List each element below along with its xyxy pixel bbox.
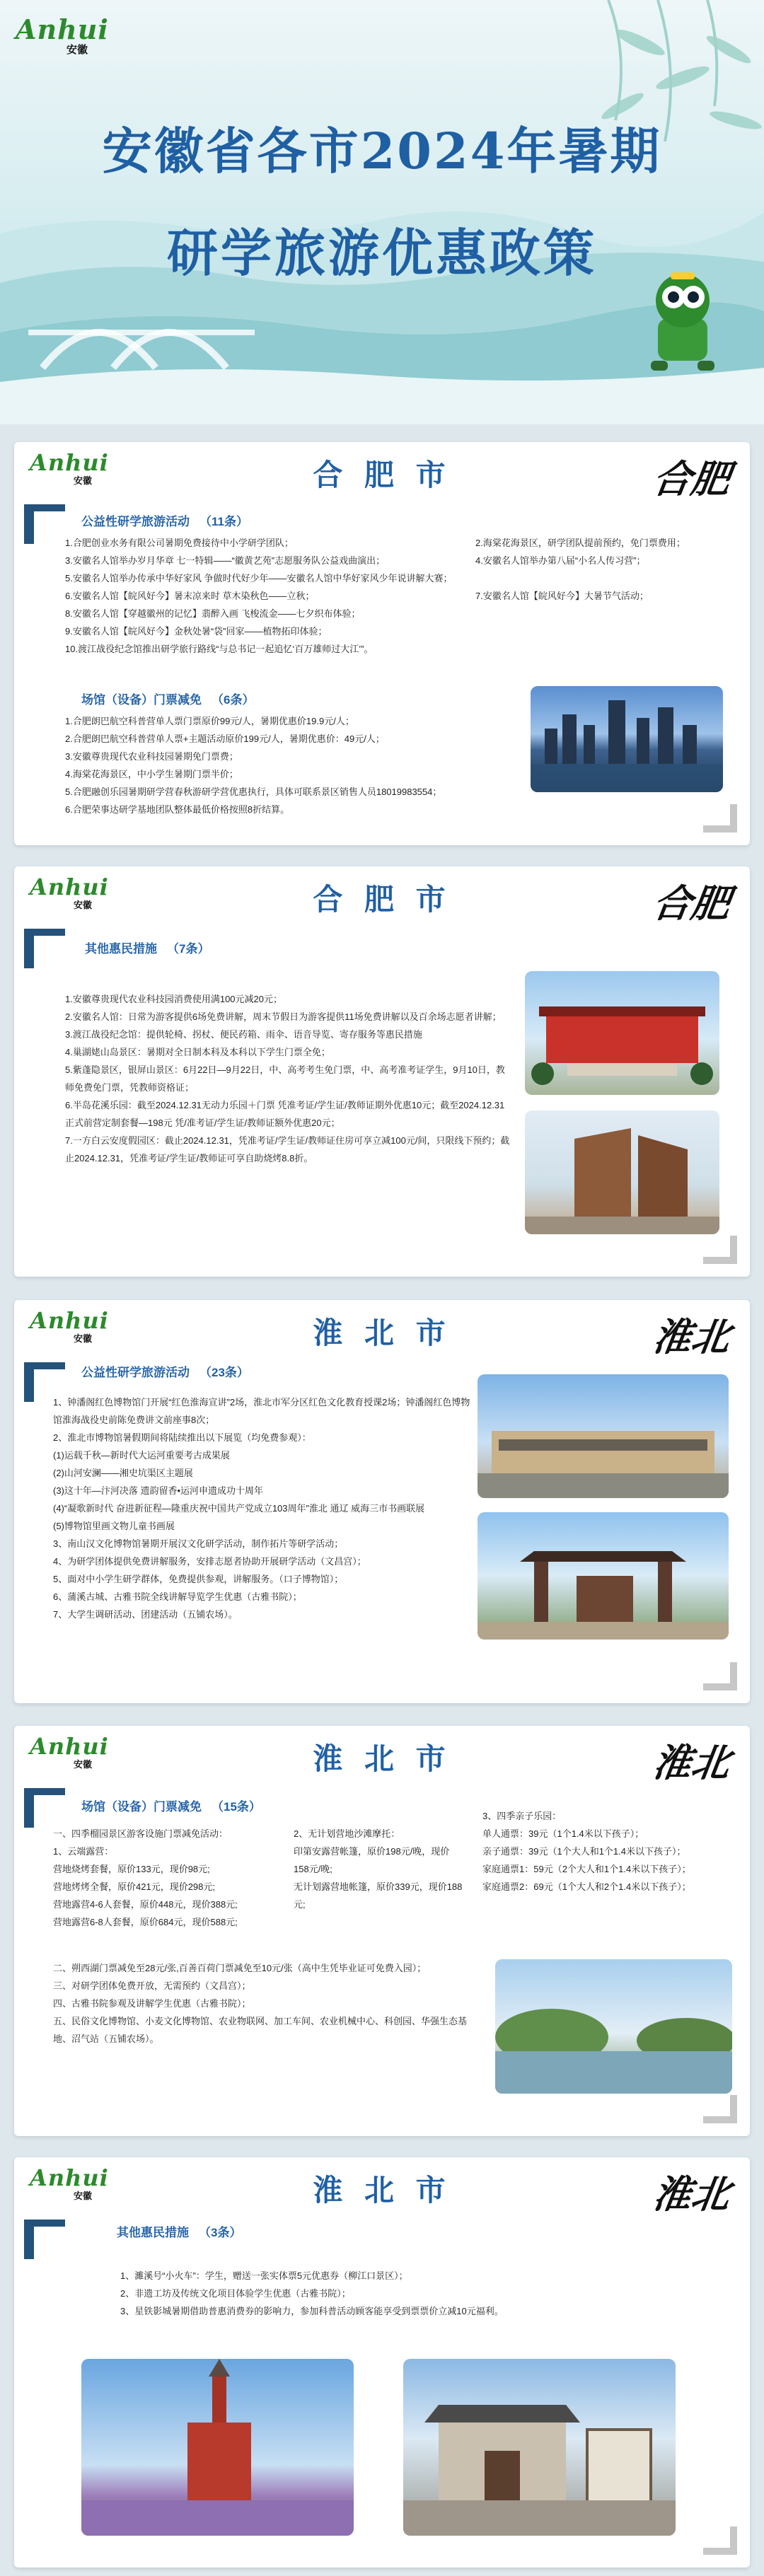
list-item: 5.紫蓬隐景区，银屏山景区：6月22日—9月22日，中、高考考生免门票，中、高考准考证学生，9月10日，教师免费免门票，凭教师资格证； bbox=[65, 1064, 505, 1093]
list-item: 2、非遗工坊及传统文化项目体验学生优惠（古雅书院）； bbox=[120, 2288, 351, 2299]
monument-photo bbox=[525, 1110, 719, 1234]
corner-bracket bbox=[703, 1662, 737, 1690]
ancient-courtyard-photo bbox=[403, 2359, 676, 2536]
list-item: 单人通票：39元（1个1.4米以下孩子）； bbox=[482, 1828, 644, 1839]
section-title: 其他惠民措施 bbox=[85, 942, 157, 956]
list-item: 4、为研学团体提供免费讲解服务，安排志愿者协助开展研学活动（文昌宫）； bbox=[53, 1556, 366, 1567]
list-item: 一、四季榴园景区游客设施门票减免活动： bbox=[53, 1828, 228, 1839]
list-item: 6.合肥荣事达研学基地团队整体最低价格按照8折结算。 bbox=[65, 804, 290, 815]
corner-bracket bbox=[24, 929, 34, 968]
section-title: 公益性研学旅游活动 bbox=[81, 1366, 190, 1379]
measure-list bbox=[120, 2267, 504, 2320]
list-item: 营地烤烤全餐，原价421元，现价298元; bbox=[53, 1881, 215, 1892]
corner-bracket bbox=[24, 1788, 34, 1828]
list-item: 营地烧烤套餐，原价133元，现价98元; bbox=[53, 1864, 210, 1874]
anhui-logo bbox=[16, 13, 139, 65]
city-calligraphy: 淮北 bbox=[650, 1740, 734, 1785]
city-title: 淮 北 市 bbox=[313, 1316, 451, 1350]
list-item: 5.安徽名人馆举办传承中华好家风 争做时代好少年——安徽名人馆中华好家风少年说讲解大赛； bbox=[65, 573, 453, 584]
section-title: 其他惠民措施 bbox=[117, 2226, 189, 2239]
card-huaibei-other bbox=[14, 2157, 750, 2568]
logo-subtitle: 安徽 bbox=[66, 44, 88, 56]
list-item: 印第安露营帐篷，原价198元/晚，现价158元/晚; bbox=[294, 1846, 450, 1874]
logo-subtitle: 安徽 bbox=[74, 2191, 93, 2201]
list-item: 三、对研学团体免费开放，无需预约（文昌宫）； bbox=[53, 1980, 251, 1991]
list-item: 五、民俗文化博物馆、小麦文化博物馆、农业物联网、加工车间、农业机械中心、科创园、华强生态基地、沼气站（五铺农场）。 bbox=[53, 2016, 468, 2044]
list-item: (2)山河安澜——湘史坑渠区主题展 bbox=[53, 1468, 193, 1478]
list-item: 3.安徽名人馆举办岁月华章 七一特辑——“徽黄艺苑”志愿服务队公益戏曲演出； bbox=[65, 555, 386, 566]
section-title: 公益性研学旅游活动 bbox=[81, 515, 190, 528]
measure-list bbox=[65, 990, 511, 1167]
list-item: 5.合肥融创乐园暑期研学营春秋游研学营优惠执行，具体可联系景区销售人员18019983554； bbox=[65, 787, 442, 797]
church-lavender-photo bbox=[81, 2359, 354, 2536]
archway-photo bbox=[478, 1512, 729, 1640]
corner-bracket bbox=[703, 1236, 737, 1264]
corner-bracket bbox=[24, 504, 34, 544]
card-huaibei-activities bbox=[14, 1300, 750, 1703]
list-item: 3.渡江战役纪念馆：提供轮椅、拐杖、便民药箱、雨伞、语音导览、寄存服务等惠民措施 bbox=[65, 1029, 422, 1040]
list-item: 6.安徽名人馆【皖风好今】暑末凉来时 草木染秋色——立秋； bbox=[65, 591, 315, 601]
city-title: 合 肥 市 bbox=[313, 882, 451, 917]
section-heading bbox=[81, 1797, 261, 1814]
section-heading bbox=[117, 2222, 241, 2240]
list-item: 二、朔西湖门票减免至28元/张,百善百荷门票减免至10元/张（高中生凭毕业证可免费入园）； bbox=[53, 1963, 427, 1973]
list-item: 4.海棠花海景区，中小学生暑期门票半价； bbox=[65, 769, 238, 779]
lake-photo bbox=[495, 1959, 732, 2094]
activity-list bbox=[53, 1393, 478, 1623]
list-item: 7.安徽名人馆【皖风好今】大暑节气活动； bbox=[475, 591, 649, 601]
list-item: 2.海棠花海景区，研学团队提前预约，免门票费用； bbox=[475, 538, 685, 548]
list-item: 4.安徽名人馆举办第八届“小名人传习营”； bbox=[475, 555, 646, 566]
list-item: 7、大学生调研活动、团建活动（五铺农场）。 bbox=[53, 1609, 238, 1620]
list-item: 无计划露营地帐篷，原价339元，现价188元; bbox=[294, 1881, 463, 1910]
card-huaibei-tickets bbox=[14, 1726, 750, 2136]
activity-list bbox=[65, 534, 730, 658]
hero-title-line2: 研学旅游优惠政策 bbox=[166, 223, 597, 283]
list-item: 家庭通票1：59元（2个大人和1个1.4米以下孩子）； bbox=[482, 1864, 691, 1874]
list-item: 四、古雅书院参观及讲解学生优惠（古雅书院）； bbox=[53, 1998, 251, 2009]
section-title: 场馆（设备）门票减免 bbox=[81, 693, 202, 707]
section-count: （6条） bbox=[212, 693, 255, 707]
city-title: 淮 北 市 bbox=[313, 2173, 451, 2207]
memorial-hall-photo bbox=[525, 971, 719, 1095]
list-item: 2.合肥朗巴航空科普营单人票+主题活动原价199元/人，暑期优惠价：49元/人； bbox=[65, 733, 385, 744]
city-skyline-photo bbox=[531, 686, 723, 792]
section-count: （23条） bbox=[199, 1366, 249, 1379]
list-item: 3、四季亲子乐园： bbox=[482, 1811, 562, 1821]
hero-banner bbox=[0, 0, 764, 424]
ticket-list bbox=[53, 1959, 478, 2048]
list-item: (3)这十年—汴河决落 遗韵留香•运河申遗成功十周年 bbox=[53, 1485, 264, 1496]
list-item: 9.安徽名人馆【皖风好今】金秋处暑“袋”回家——植物拓印体验； bbox=[65, 626, 328, 637]
city-calligraphy: 合肥 bbox=[650, 881, 734, 926]
list-item: 3、星铁影城暑期借助普惠消费券的影响力，参加科普活动顾客能享受到票票价立减10元福利。 bbox=[120, 2306, 504, 2316]
city-title: 淮 北 市 bbox=[313, 1741, 451, 1776]
section-count: （3条） bbox=[199, 2226, 242, 2239]
logo-subtitle: 安徽 bbox=[74, 475, 93, 486]
logo-subtitle: 安徽 bbox=[74, 1759, 93, 1770]
list-item: 1.合肥朗巴航空科普营单人票门票原价99元/人，暑期优惠价19.9元/人； bbox=[65, 716, 354, 726]
logo-script: Anhui bbox=[16, 13, 109, 45]
logo-subtitle: 安徽 bbox=[74, 1333, 93, 1344]
section-heading bbox=[81, 690, 254, 707]
card-hefei-other bbox=[14, 866, 750, 1277]
city-title: 合 肥 市 bbox=[313, 458, 451, 492]
logo-script: Anhui bbox=[30, 1733, 109, 1760]
logo-script: Anhui bbox=[30, 449, 109, 476]
list-item: 营地露营4-6人套餐，原价448元，现价388元; bbox=[53, 1899, 238, 1910]
list-item: 家庭通票2：69元（1个大人和2个1.4米以下孩子）； bbox=[482, 1881, 691, 1892]
logo-script: Anhui bbox=[30, 1307, 109, 1334]
city-calligraphy: 淮北 bbox=[650, 1314, 734, 1359]
list-item: 2、淮北市博物馆暑假期间将陆续推出以下展览（均免费参观）： bbox=[53, 1432, 311, 1443]
corner-bracket bbox=[703, 804, 737, 832]
section-heading bbox=[81, 1362, 249, 1380]
list-item: 8.安徽名人馆【穿越徽州的记忆】翡醉入画 飞梭流金——七夕织布体验； bbox=[65, 608, 361, 619]
corner-bracket bbox=[703, 2526, 737, 2555]
section-heading bbox=[85, 939, 209, 956]
list-item: (4)“凝歌新时代 奋进新征程—隆重庆祝中国共产党成立103周年”淮北 通辽 威海三市书画联展 bbox=[53, 1503, 425, 1514]
logo-script: Anhui bbox=[30, 874, 109, 900]
section-count: （15条） bbox=[212, 1800, 261, 1814]
list-item: 1、云端露营： bbox=[53, 1846, 114, 1857]
list-item: 2.安徽名人馆：日常为游客提供6场免费讲解，周末节假日为游客提供11场免费讲解以及百余场志愿者讲解； bbox=[65, 1011, 502, 1022]
list-item: 3.安徽尊贵现代农业科技园暑期免门票费； bbox=[65, 751, 238, 762]
list-item: 亲子通票：39元（1个大人和1个1.4米以下孩子）； bbox=[482, 1846, 686, 1857]
list-item: 2、无计划营地沙滩摩托： bbox=[294, 1828, 400, 1839]
ticket-list bbox=[65, 712, 532, 818]
park-prices bbox=[482, 1807, 723, 1896]
intro-line bbox=[53, 1825, 228, 1843]
list-item: 1、钟潘阁红色博物馆门开展“红色淮海宣讲”2场，淮北市军分区红色文化教育授课2场；钟潘阁红色博物馆淮海战役史前陈免费讲文前座事8次； bbox=[53, 1397, 470, 1425]
list-item: 1.合肥创业水务有限公司暑期免费接待中小学研学团队； bbox=[65, 538, 294, 548]
list-item: 7.一方白云安度假园区：截止2024.12.31，凭准考证/学生证/教师证住房可享立减100元/间，只限线下预约；截止2024.12.31，凭准考证/学生证/教师证可享自助烧烤8.8折。 bbox=[65, 1135, 510, 1164]
list-item: 1.安徽尊贵现代农业科技园消费使用满100元减20元； bbox=[65, 994, 282, 1004]
section-count: （11条） bbox=[199, 515, 248, 528]
motorbike-prices bbox=[294, 1825, 463, 1913]
list-item: 3、南山汉文化博物馆暑期开展汉文化研学活动，制作拓片等研学活动； bbox=[53, 1538, 344, 1549]
camping-prices bbox=[53, 1843, 244, 1931]
corner-bracket bbox=[24, 2220, 34, 2259]
hero-title-line1: 安徽省各市2024年暑期 bbox=[102, 122, 662, 180]
list-item: (5)博物馆里画文物儿童书画展 bbox=[53, 1521, 175, 1531]
logo-subtitle: 安徽 bbox=[74, 900, 93, 910]
section-title: 场馆（设备）门票减免 bbox=[81, 1800, 202, 1814]
corner-bracket bbox=[703, 2095, 737, 2123]
city-calligraphy: 合肥 bbox=[650, 456, 734, 501]
list-item: 5、面对中小学生研学群体，免费提供参观，讲解服务。（口子博物馆）； bbox=[53, 1574, 344, 1584]
list-item: 营地露营6-8人套餐，原价684元，现价588元; bbox=[53, 1917, 238, 1927]
card-hefei-activities bbox=[14, 442, 750, 845]
section-heading bbox=[81, 511, 248, 529]
list-item: (1)运载千秋—新时代大运河重要考古成果展 bbox=[53, 1450, 230, 1461]
city-calligraphy: 淮北 bbox=[650, 2171, 734, 2217]
list-item: 1、濉溪号“小火车”：学生，赠送一张实体票5元优惠券（柳江口景区）； bbox=[120, 2270, 408, 2281]
corner-bracket bbox=[24, 1362, 34, 1402]
list-item: 10.渡江战役纪念馆推出研学旅行路线“与总书记一起追忆‘百万雄师过大江’”。 bbox=[65, 644, 374, 654]
list-item: 6.半岛花溪乐园：截至2024.12.31无动力乐园＋门票 凭准考证/学生证/教师证期外优惠10元；截至2024.12.31正式前营定制套餐—198元 凭/准考证/学生证/教师证额外优惠20元； bbox=[65, 1100, 505, 1128]
list-item: 4.巢湖姥山岛景区：暑期对全日制本科及本科以下学生门票全免； bbox=[65, 1047, 330, 1057]
logo-script: Anhui bbox=[30, 2164, 109, 2191]
list-item: 6、蒲溪古城、古雅书院全线讲解导览学生优惠（古雅书院）； bbox=[53, 1591, 302, 1602]
canal-museum-photo bbox=[478, 1374, 729, 1498]
section-count: （7条） bbox=[167, 942, 210, 956]
